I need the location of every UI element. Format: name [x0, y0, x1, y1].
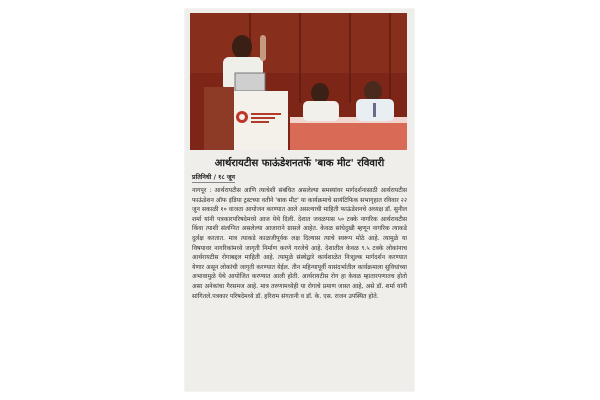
article-headline: आर्थरायटीस फाऊंडेशनतर्फे 'बाक मीट' रविवारी	[214, 158, 385, 169]
article-dateline: प्रतिनिधी / १८ जून	[192, 174, 236, 181]
photo-illustration	[190, 13, 407, 150]
press-conference-photo	[190, 13, 407, 150]
article-body	[192, 186, 407, 301]
newspaper-clipping	[185, 9, 414, 391]
article-paragraph: नागपूर : आर्थरायटीस आणि त्याचेशी संबंधित असलेल्या समस्यांवर मार्गदर्शनासाठी आर्थरायटीस फाऊंडेशन ऑफ इंडिया ट्रस्टच्या वतीने 'बाक मीट' या कार्यक्रमाचे सायंटिफिक सभागृहात रविवार २२ जून सकाळी १० वाजता आयोजन करण्यात आले असल्याची माहिती फाऊंडेशनचे अध्यक्ष डॉ. सुनील शर्मा यांनी पत्रकारपरिषदेमध्ये आज येथे दिली. देशात जवळपास ५० टक्के नागरिक आर्थरायटीस किंवा त्याशी संलग्नित असलेल्या आजाराने ग्रासले आहेत. केवळ सांधेदुखी म्हणून नागरिक त्याकडे दुर्लक्ष करतात. मात्र त्याकडे काळजीपूर्वक लक्ष दिल्यास त्याचे स्वरूप मोठे आहे. त्यामुळे या विषयावर नागरिकांमध्ये जागृती निर्माण करणे गरजेचे आहे. देशातील केवळ ९.५ टक्के लोकांनाच आर्थरायटीस रोगाबद्दल माहिती आहे. त्यामुळे संस्थेद्वारे कार्यशाळेत निःशुल्क मार्गदर्शन करण्यात येणार असून लोकांची जागृती करण्यात येईल. तीन महिन्यापूर्वी यासंदर्भातील कार्यक्रमाला सुविधांच्या अभावामुळे येथे आयोजित करण्यात आली होती. आर्थरायटीस रोग हा केवळ म्हातारपणातच होतो असा अनेकांचा गैरसमज आहे. मात्र तरुणामध्येही या रोगाचे प्रमाण जास्त आहे, असे डॉ. शर्मा यांनी सांगितले.पत्रकार परिषदेमध्ये डॉ. हरिराम संगतानी व डॉ. के. एस. राजन उपस्थित होते.	[192, 187, 407, 300]
